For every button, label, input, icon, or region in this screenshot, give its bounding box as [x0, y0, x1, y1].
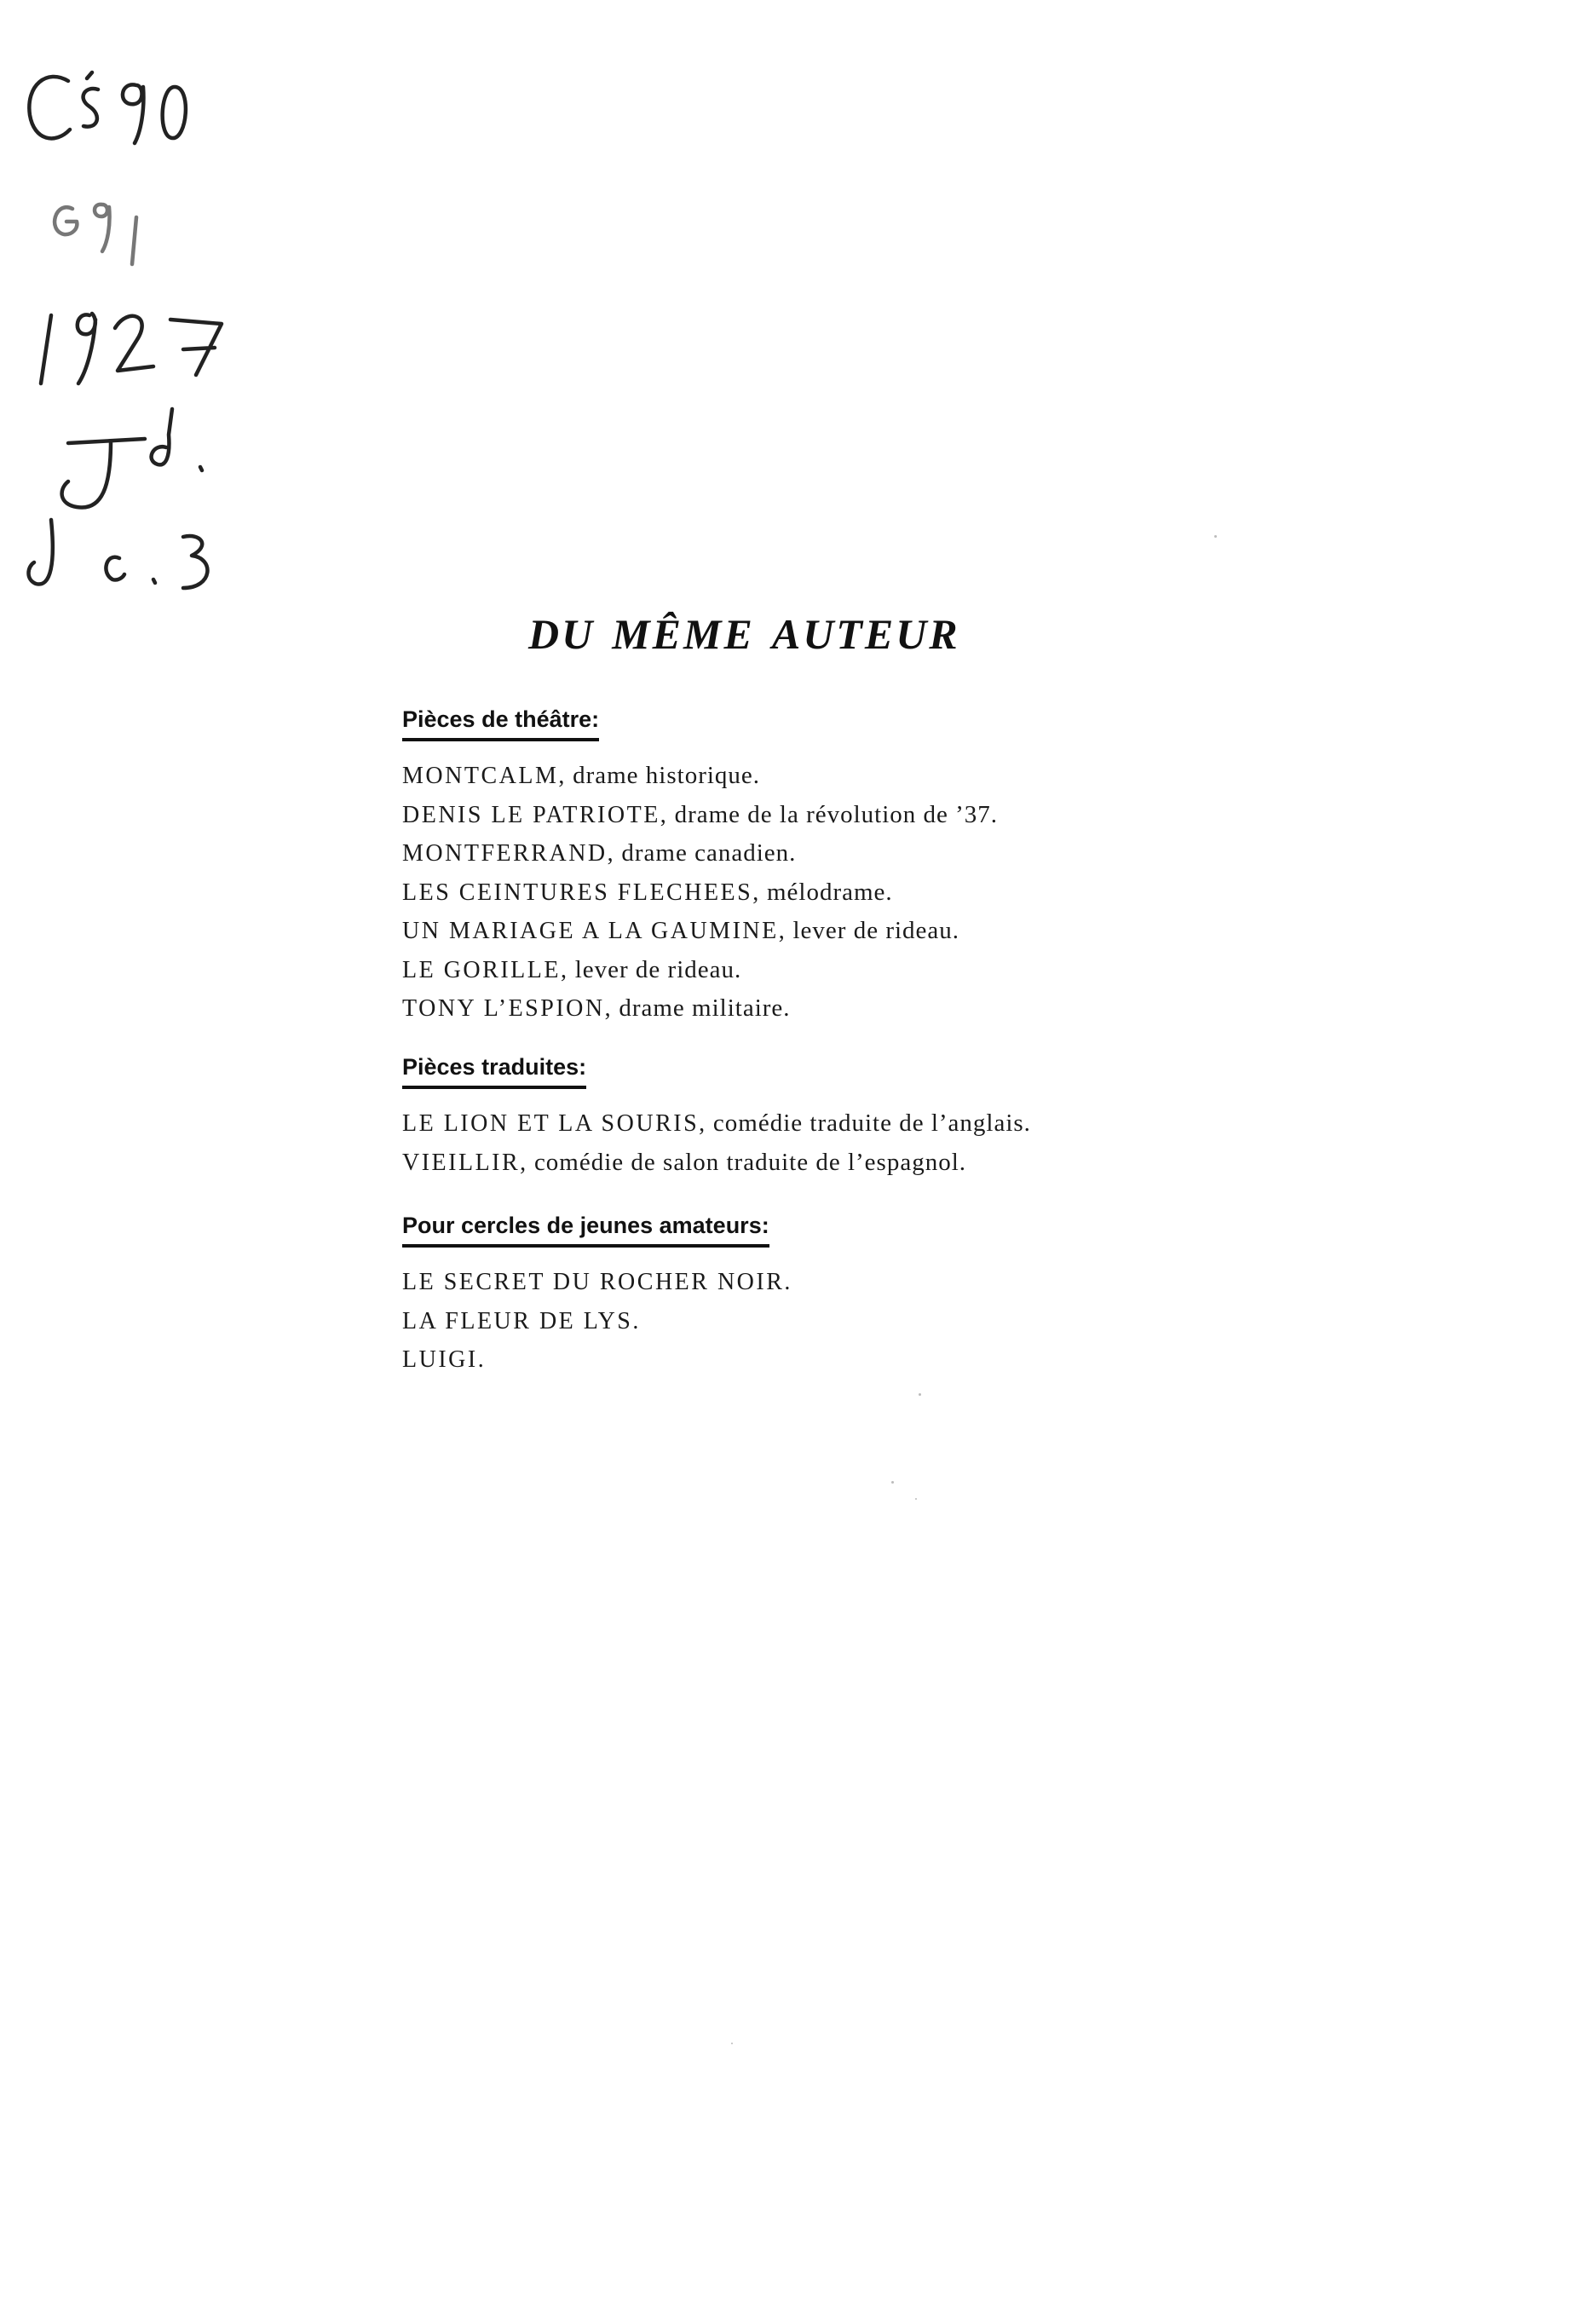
- scan-speck: [731, 2043, 733, 2044]
- list-item: [402, 912, 1340, 951]
- work-title: VIEILLIR,: [402, 1149, 528, 1176]
- section-title: Pièces traduites:: [402, 1054, 586, 1089]
- list-item: [402, 873, 1340, 913]
- scan-speck: [1214, 535, 1217, 538]
- scan-speck: [919, 1393, 921, 1396]
- list-item: [402, 796, 1340, 835]
- scan-speck: [891, 1481, 894, 1484]
- handwritten-call-number-drawing: [17, 34, 239, 596]
- entry-list: [402, 757, 1340, 1029]
- work-title: LE GORILLE,: [402, 956, 569, 983]
- page-heading: [528, 609, 1210, 659]
- work-title: TONY L’ESPION,: [402, 995, 614, 1022]
- heading-word-3: AUTEUR: [771, 610, 960, 658]
- work-title: LE LION ET LA SOURIS,: [402, 1110, 707, 1137]
- heading-word-2: MÊME: [612, 610, 755, 658]
- section-pieces-de-theatre: [402, 706, 1340, 1029]
- work-description: mélodrame.: [766, 878, 893, 906]
- scan-speck: [915, 1498, 917, 1500]
- section-jeunes-amateurs: [402, 1213, 1340, 1380]
- work-description: drame de la révolution de ’37.: [674, 800, 999, 828]
- list-item: [402, 1263, 1340, 1302]
- list-item: [402, 1104, 1340, 1144]
- heading-word-1: DU: [528, 610, 596, 658]
- work-description: drame militaire.: [619, 994, 791, 1022]
- list-item: [402, 951, 1340, 990]
- work-title: UN MARIAGE A LA GAUMINE,: [402, 918, 787, 944]
- work-description: drame historique.: [573, 762, 761, 789]
- work-description: comédie de salon traduite de l’espagnol.: [533, 1148, 966, 1176]
- list-item: [402, 989, 1340, 1029]
- work-description: drame canadien.: [621, 839, 797, 867]
- list-item: [402, 757, 1340, 796]
- work-title: LE SECRET DU ROCHER NOIR.: [402, 1269, 792, 1295]
- entry-list: [402, 1104, 1340, 1182]
- section-pieces-traduites: [402, 1054, 1340, 1182]
- entry-list: [402, 1263, 1340, 1380]
- section-title: Pièces de théâtre:: [402, 706, 599, 741]
- list-item: [402, 1302, 1340, 1341]
- work-title: LES CEINTURES FLECHEES,: [402, 879, 761, 906]
- section-title: Pour cercles de jeunes amateurs:: [402, 1213, 769, 1248]
- work-title: LA FLEUR DE LYS.: [402, 1307, 641, 1334]
- list-item: [402, 1340, 1340, 1380]
- work-description: comédie traduite de l’anglais.: [712, 1109, 1031, 1137]
- work-description: lever de rideau.: [574, 955, 742, 983]
- handwritten-call-number: [17, 34, 239, 596]
- work-description: lever de rideau.: [792, 917, 960, 944]
- work-title: MONTCALM,: [402, 763, 567, 789]
- list-item: [402, 834, 1340, 873]
- list-item: [402, 1144, 1340, 1183]
- work-title: DENIS LE PATRIOTE,: [402, 801, 669, 828]
- work-title: LUIGI.: [402, 1346, 487, 1373]
- work-title: MONTFERRAND,: [402, 840, 616, 867]
